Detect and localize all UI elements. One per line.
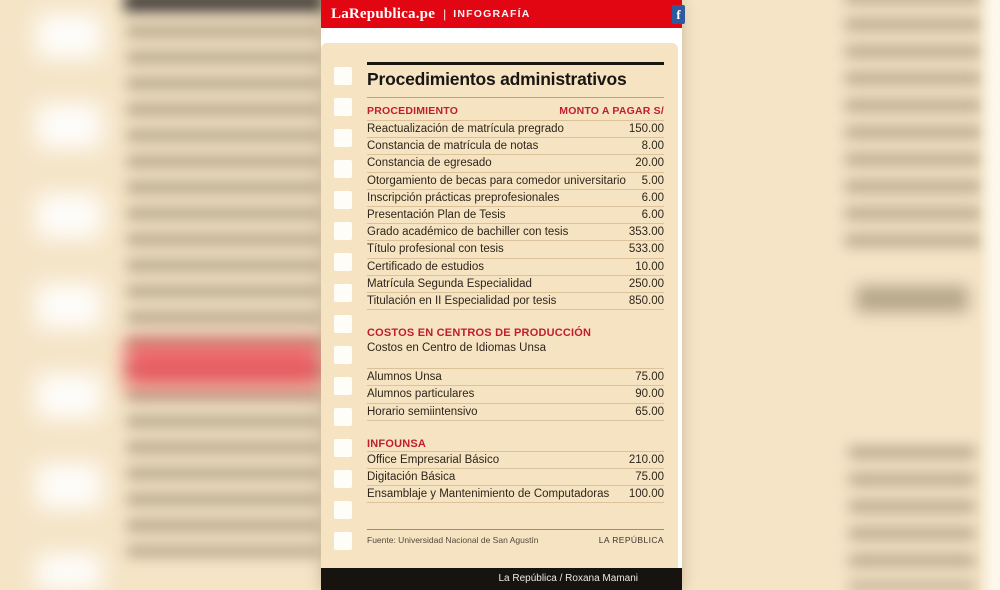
column-header-procedure: PROCEDIMIENTO (367, 105, 459, 117)
table-row (367, 121, 664, 138)
amount-value: 6.00 (641, 209, 664, 222)
table-row (367, 190, 664, 207)
procedure-label: Titulación en II Especialidad por tesis (367, 295, 557, 308)
procedure-label: Matrícula Segunda Especialidad (367, 277, 532, 290)
table-row (367, 138, 664, 155)
table-row (367, 486, 664, 503)
procedure-label: Office Empresarial Básico (367, 453, 500, 466)
infounsa-table (367, 451, 664, 504)
table-row (367, 369, 664, 386)
larepublica-logo[interactable]: LaRepublica.pe (331, 5, 436, 22)
procedure-label: Certificado de estudios (367, 260, 484, 273)
section-heading-infounsa: INFOUNSA (367, 437, 427, 450)
masthead (321, 0, 682, 28)
amount-value: 90.00 (635, 388, 664, 401)
section-subheading-idiomas: Costos en Centro de Idiomas Unsa (367, 342, 546, 355)
table-row (367, 224, 664, 241)
table-row (367, 404, 664, 421)
procedure-label: Constancia de matrícula de notas (367, 140, 539, 153)
table-row (367, 293, 664, 310)
amount-value: 250.00 (628, 277, 664, 290)
amount-value: 150.00 (628, 123, 664, 135)
background-white-edge (978, 0, 1000, 590)
background-blur-text-right-top (845, 0, 981, 254)
amount-value: 533.00 (628, 243, 664, 256)
section-heading-production-costs: COSTOS EN CENTROS DE PRODUCCIÓN (367, 327, 592, 340)
procedure-label: Alumnos particulares (367, 388, 475, 401)
procedure-label: Grado académico de bachiller con tesis (367, 226, 569, 239)
amount-value: 6.00 (641, 191, 664, 204)
table-column-headers (367, 105, 664, 120)
amount-value: 65.00 (635, 405, 664, 418)
idiomas-table (367, 368, 664, 421)
masthead-separator: | (443, 7, 447, 21)
table-row (367, 276, 664, 293)
table-row (367, 241, 664, 258)
table-row (367, 155, 664, 172)
amount-value: 20.00 (635, 157, 664, 170)
checkbox-square (334, 67, 352, 85)
background-blur-text-left (127, 26, 321, 556)
infographic-content (367, 43, 664, 568)
fees-table (367, 120, 664, 310)
infographic-footer (367, 529, 664, 545)
background-blur-checkbox-blobs (36, 14, 102, 590)
table-row (367, 259, 664, 276)
page-background (321, 28, 682, 568)
brand-note: LA REPÚBLICA (598, 535, 664, 546)
amount-value: 75.00 (635, 471, 664, 484)
procedure-label: Digitación Básica (367, 471, 456, 484)
table-row (367, 469, 664, 486)
credits-bar: La República / Roxana Mamani (321, 568, 682, 590)
amount-value: 8.00 (641, 140, 664, 153)
table-row (367, 386, 664, 403)
procedure-label: Constancia de egresado (367, 157, 492, 170)
background-blur-title-bar (124, 0, 324, 12)
background-blur-red-heading (125, 341, 322, 388)
facebook-share-icon[interactable]: f (672, 5, 685, 24)
amount-value: 850.00 (628, 295, 664, 308)
amount-value: 210.00 (628, 453, 664, 466)
amount-value: 100.00 (628, 488, 664, 501)
procedure-label: Horario semiintensivo (367, 405, 478, 418)
procedure-label: Reactualización de matrícula pregrado (367, 123, 564, 135)
background-blur-text-right-bottom (849, 447, 975, 590)
table-row (367, 173, 664, 190)
procedure-label: Otorgamiento de becas para comedor universitario (367, 174, 626, 187)
column-header-amount: MONTO A PAGAR S/ (559, 105, 664, 117)
procedure-label: Inscripción prácticas preprofesionales (367, 191, 560, 204)
background-blur-text-right-mid (856, 286, 968, 312)
procedure-label: Presentación Plan de Tesis (367, 209, 506, 222)
source-note: Fuente: Universidad Nacional de San Agustín (367, 535, 539, 546)
page-title: Procedimientos administrativos (367, 69, 627, 89)
infographic-panel (321, 0, 682, 590)
table-row (367, 452, 664, 469)
table-row (367, 207, 664, 224)
procedure-label: Ensamblaje y Mantenimiento de Computadoras (367, 488, 610, 501)
amount-value: 353.00 (628, 226, 664, 239)
masthead-section-label: INFOGRAFÍA (453, 8, 531, 20)
checkbox-strip (334, 67, 352, 85)
amount-value: 5.00 (641, 174, 664, 187)
amount-value: 75.00 (635, 371, 664, 384)
amount-value: 10.00 (635, 260, 664, 273)
procedure-label: Título profesional con tesis (367, 243, 504, 256)
infographic-sheet (321, 43, 678, 568)
title-block (367, 62, 664, 98)
procedure-label: Alumnos Unsa (367, 371, 442, 384)
